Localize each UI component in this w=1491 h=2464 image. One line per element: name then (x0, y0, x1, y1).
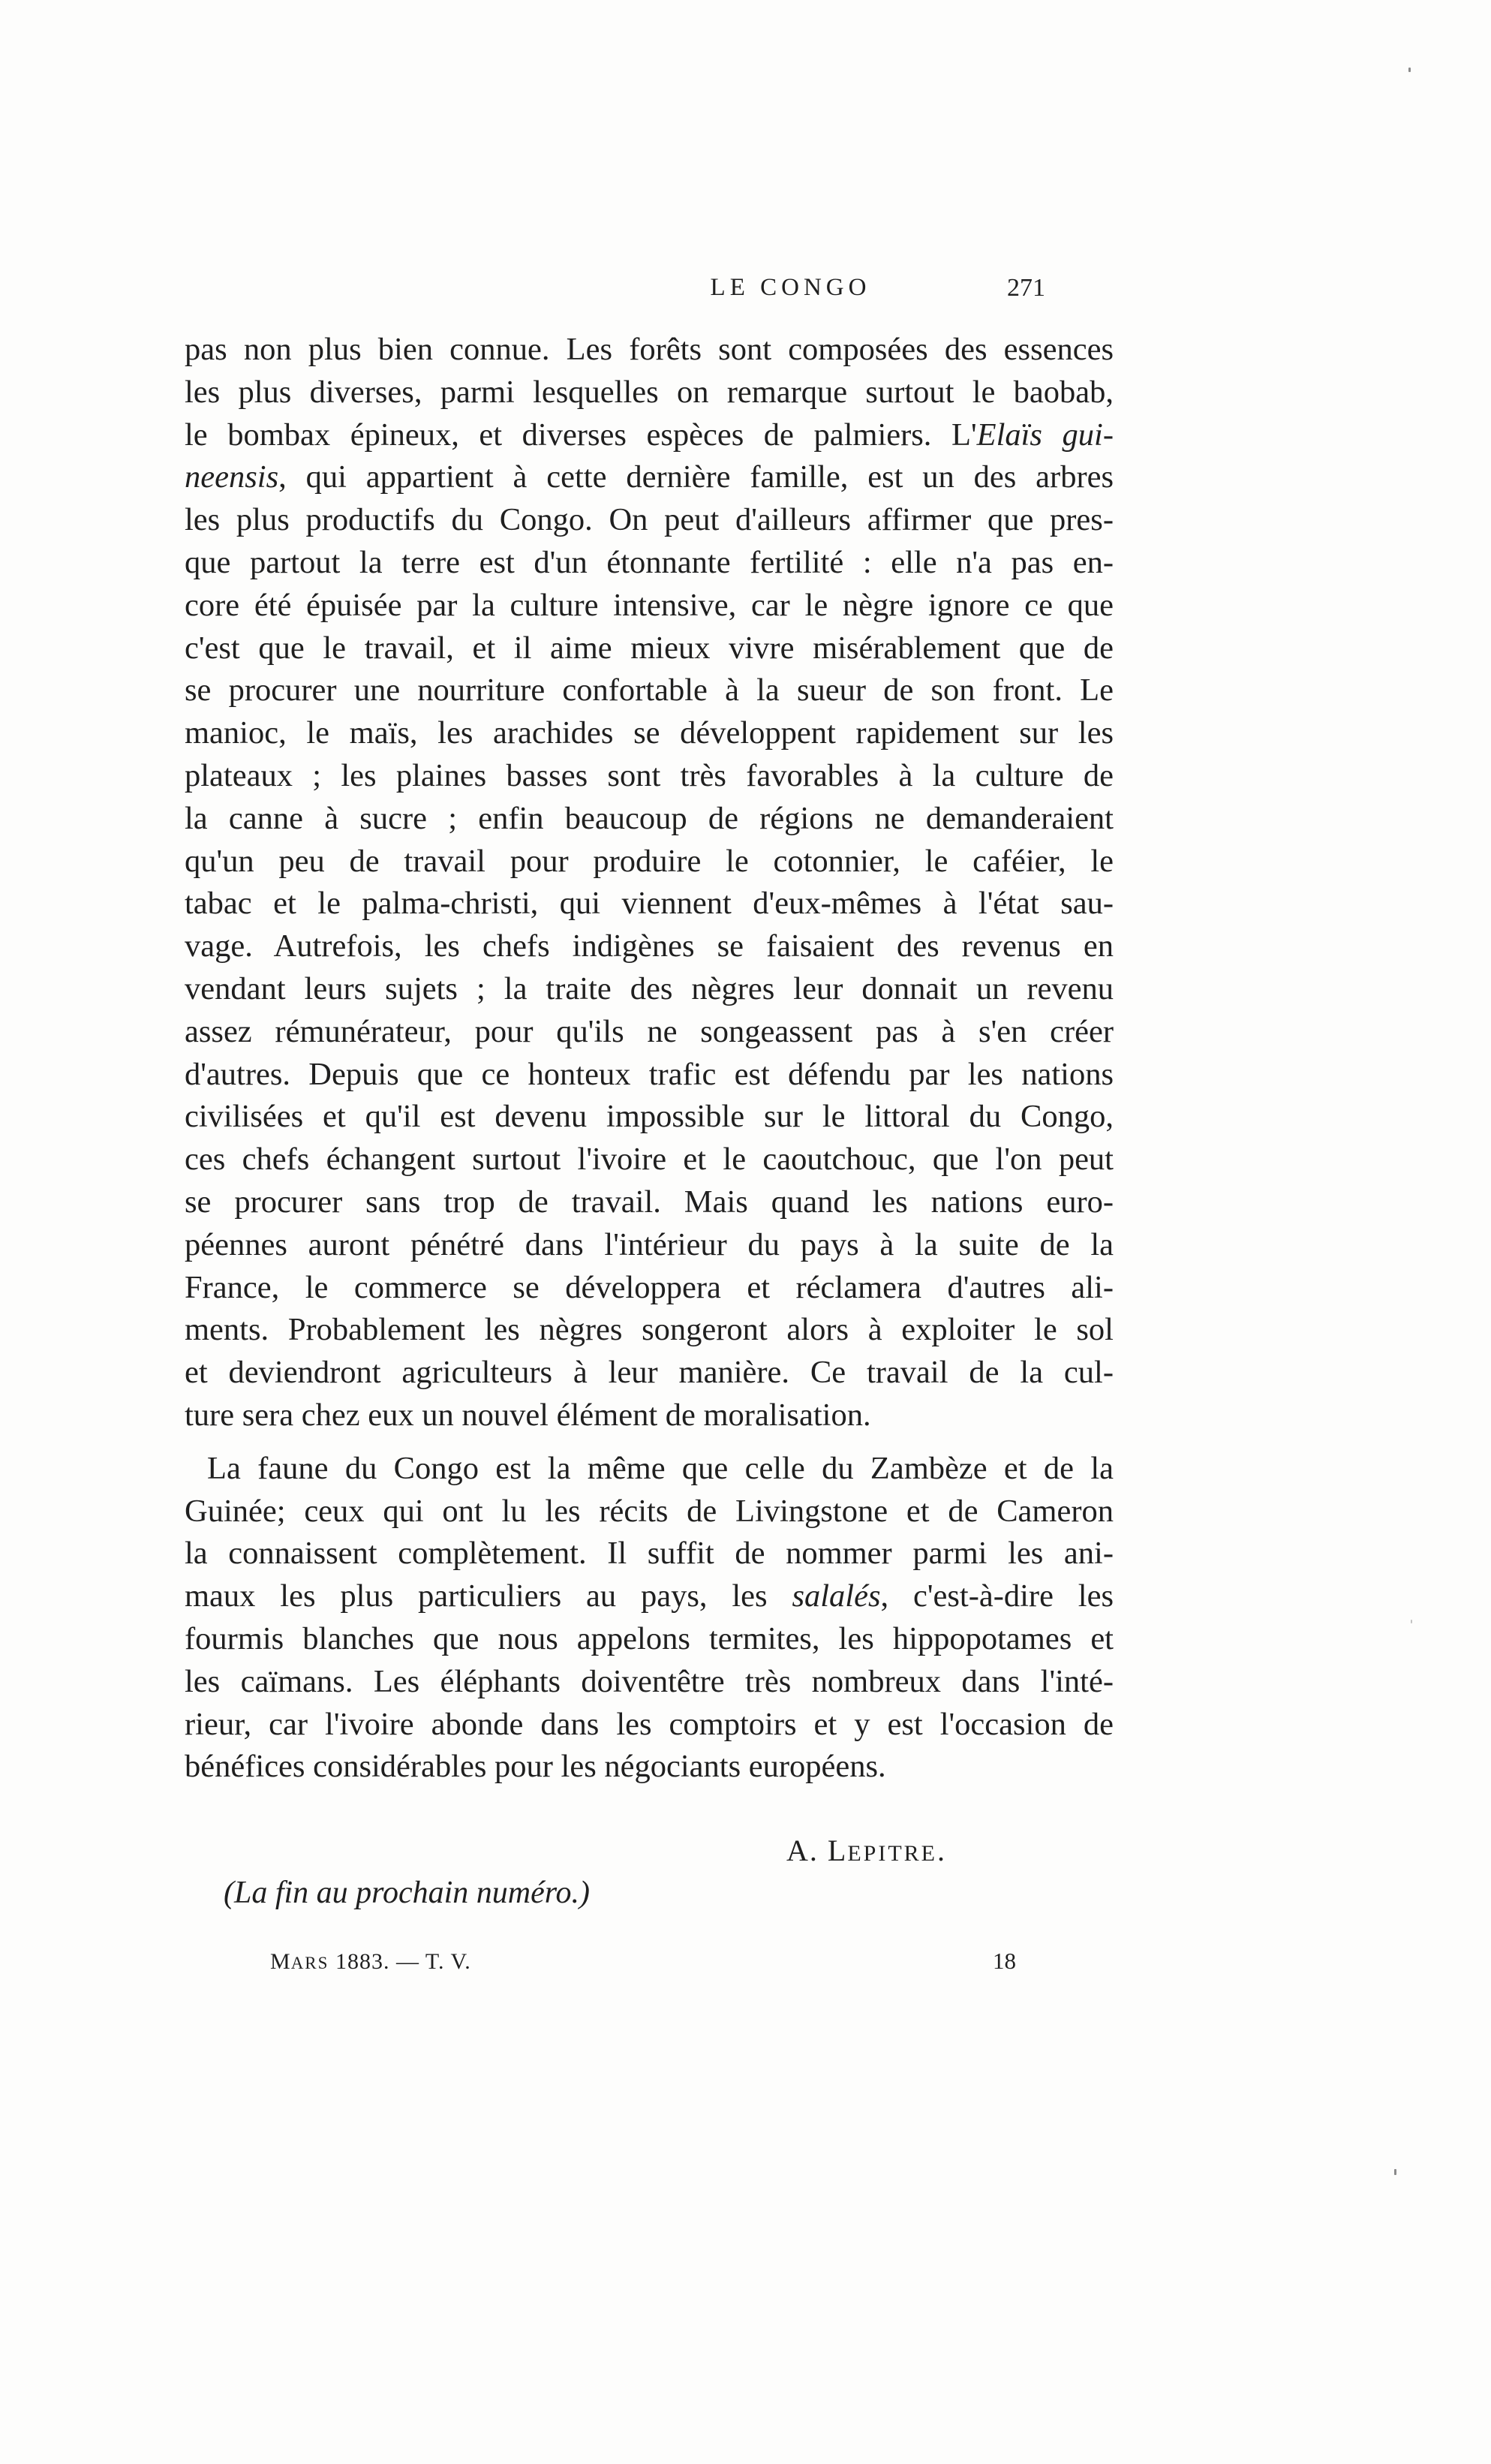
text-line: qu'un peu de travail pour produire le cotonnier, le caféier, le (185, 843, 1114, 879)
text-line: péennes auront pénétré dans l'intérieur du pays à la suite de la (185, 1226, 1114, 1262)
scan-speck (1394, 2169, 1396, 2175)
text-line: Guinée; ceux qui ont lu les récits de Livingstone et de Cameron (185, 1493, 1114, 1529)
text-line: et deviendront agriculteurs à leur manière. Ce travail de la cul- (185, 1355, 1114, 1391)
species-name: Elaïs gui- (976, 417, 1114, 453)
year-volume: 1883. — T. V. (335, 1949, 471, 1974)
text-segment: , qui appartient à cette dernière famille, est un des arbres (278, 459, 1114, 495)
month-rest: ARS (290, 1954, 329, 1972)
text-line: se procurer une nourriture confortable à la sueur de son front. Le (185, 672, 1114, 709)
signature-initial: A. L (786, 1834, 848, 1867)
signature-surname: EPITRE (847, 1841, 937, 1866)
text-segment: le bombax épineux, et diverses espèces de palmiers. L' (185, 417, 977, 453)
issue-date (270, 1949, 471, 1975)
signature-mark: 18 (993, 1948, 1016, 1974)
local-term: salalés (792, 1578, 881, 1614)
text-line: que partout la terre est d'un étonnante fertilité : elle n'a pas en- (185, 544, 1114, 580)
scan-speck (1408, 68, 1411, 72)
text-line (185, 1575, 1114, 1618)
paragraph-1 (185, 329, 1114, 1437)
author-signature (786, 1833, 946, 1868)
text-line: ments. Probablement les nègres songeront alors à exploiter le sol (185, 1312, 1114, 1348)
text-line: bénéfices considérables pour les négociants européens. (185, 1749, 886, 1785)
scan-speck (1411, 1620, 1412, 1623)
month-initial: M (270, 1949, 291, 1974)
page-number: 271 (1007, 274, 1045, 302)
text-line (185, 456, 1114, 499)
text-line: France, le commerce se développera et réclamera d'autres ali- (185, 1269, 1114, 1305)
text-segment: , c'est-à-dire les (880, 1578, 1114, 1614)
text-line: tabac et le palma-christi, qui viennent d'eux-mêmes à l'état sau- (185, 886, 1114, 922)
text-line: les plus diverses, parmi lesquelles on remarque surtout le baobab, (185, 374, 1114, 410)
text-line: d'autres. Depuis que ce honteux trafic est défendu par les nations (185, 1056, 1114, 1092)
text-line: manioc, le maïs, les arachides se développent rapidement sur les (185, 715, 1114, 751)
continuation-note: (La fin au prochain numéro.) (224, 1876, 591, 1910)
text-line: c'est que le travail, et il aime mieux vivre misérablement que de (185, 630, 1114, 666)
text-line: vage. Autrefois, les chefs indigènes se faisaient des revenus en (185, 928, 1114, 964)
text-line: core été épuisée par la culture intensive, car le nègre ignore ce que (185, 587, 1114, 623)
text-line: assez rémunérateur, pour qu'ils ne songeassent pas à s'en créer (185, 1013, 1114, 1049)
text-line: ture sera chez eux un nouvel élément de moralisation. (185, 1397, 871, 1433)
text-line: La faune du Congo est la même que celle du Zambèze et de la (207, 1450, 1114, 1486)
paragraph-2 (185, 1448, 1114, 1789)
text-line: les caïmans. Les éléphants doiventêtre très nombreux dans l'inté- (185, 1663, 1114, 1699)
article-body (185, 329, 1114, 1789)
text-line: plateaux ; les plaines basses sont très favorables à la culture de (185, 757, 1114, 793)
text-line: ces chefs échangent surtout l'ivoire et le caoutchouc, que l'on peut (185, 1142, 1114, 1178)
text-line: se procurer sans trop de travail. Mais quand les nations euro- (185, 1184, 1114, 1220)
text-line: la connaissent complètement. Il suffit de nommer parmi les ani- (185, 1536, 1114, 1572)
text-line: la canne à sucre ; enfin beaucoup de régions ne demanderaient (185, 800, 1114, 836)
paragraph-spacer (185, 1437, 1114, 1448)
text-line: civilisées et qu'il est devenu impossible sur le littoral du Congo, (185, 1099, 1114, 1135)
text-line (185, 414, 1114, 457)
running-title: LE CONGO (710, 274, 871, 301)
text-segment: maux les plus particuliers au pays, les (185, 1578, 792, 1614)
text-line: rieur, car l'ivoire abonde dans les comptoirs et y est l'occasion de (185, 1706, 1114, 1742)
text-line: fourmis blanches que nous appelons termites, les hippopotames et (185, 1620, 1114, 1656)
text-line: vendant leurs sujets ; la traite des nègres leur donnait un revenu (185, 970, 1114, 1006)
species-name: neensis (185, 459, 279, 495)
signature-period: . (937, 1834, 946, 1867)
text-line: pas non plus bien connue. Les forêts sont composées des essences (185, 332, 1114, 367)
text-line: les plus productifs du Congo. On peut d'ailleurs affirmer que pres- (185, 502, 1114, 538)
